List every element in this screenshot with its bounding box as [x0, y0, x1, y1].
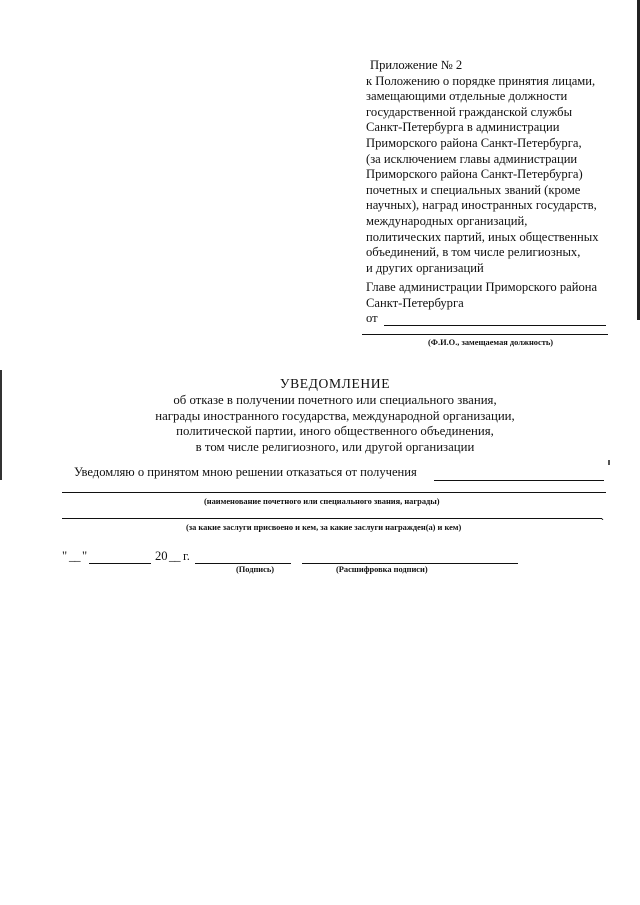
merit-caption: (за какие заслуги присвоено и кем, за какие заслуги награжден(а) и кем) [186, 523, 462, 532]
date-year-field[interactable]: __ [169, 549, 180, 563]
merit-field[interactable] [62, 518, 602, 519]
scan-artifact [608, 460, 610, 465]
appendix-line: (за исключением главы администрации [366, 151, 578, 166]
end-mark: . [601, 509, 604, 523]
date-year-suffix: г. [183, 549, 190, 563]
from-field[interactable] [384, 325, 606, 326]
appendix-line: объединений, в том числе религиозных, [366, 245, 581, 260]
decryption-caption: (Расшифровка подписи) [336, 565, 428, 574]
appendix-line: политических партий, иных общественных [366, 229, 599, 244]
award-field[interactable] [62, 492, 606, 493]
appendix-line: к Положению о порядке принятия лицами, [366, 73, 596, 88]
signature-caption: (Подпись) [236, 565, 275, 574]
notice-heading: УВЕДОМЛЕНИЕ [279, 376, 391, 391]
declaration-text: Уведомляю о принятом мною решении отказаться от получения [74, 465, 417, 479]
appendix-line: государственной гражданской службы [366, 104, 573, 119]
date-day-field[interactable]: __ [69, 549, 80, 563]
appendix-line: Санкт-Петербурга в администрации [366, 120, 560, 135]
notice-subtitle-line: политической партии, иного общественного объединения, [176, 424, 494, 439]
addressee-block [366, 280, 622, 329]
appendix-block [366, 58, 622, 276]
date-month-field[interactable] [89, 563, 151, 564]
signature-field[interactable] [195, 563, 291, 564]
addressee-line-1: Главе администрации Приморского района [366, 280, 598, 294]
appendix-line: замещающими отдельные должности [366, 89, 568, 104]
appendix-title: Приложение № 2 [370, 58, 463, 72]
appendix-line: научных), наград иностранных государств, [366, 198, 597, 213]
fio-caption: (Ф.И.О., замещаемая должность) [428, 338, 554, 347]
date-year-prefix: 20 [155, 549, 168, 563]
notice-subtitle-line: награды иностранного государства, международной организации, [155, 408, 515, 423]
appendix-line: почетных и специальных званий (кроме [366, 182, 581, 197]
appendix-line: Приморского района Санкт-Петербурга) [366, 167, 583, 182]
from-label: от [366, 311, 378, 326]
appendix-line: международных организаций, [366, 213, 528, 228]
date-close-quote: " [82, 549, 88, 563]
award-caption: (наименование почетного или специального звания, награды) [204, 497, 440, 506]
from-row [366, 311, 622, 329]
award-field-inline[interactable] [434, 480, 604, 481]
fio-field[interactable] [362, 334, 608, 335]
notice-block [0, 376, 640, 456]
addressee-line-2: Санкт-Петербурга [366, 295, 464, 310]
signature-decryption-field[interactable] [302, 563, 518, 564]
notice-subtitle-line: об отказе в получении почетного или специального звания, [173, 392, 497, 407]
notice-subtitle-line: в том числе религиозного, или другой организации [195, 440, 475, 455]
date-open-quote: " [62, 549, 68, 563]
appendix-line: Приморского района Санкт-Петербурга, [366, 135, 582, 150]
appendix-line: и других организаций [366, 260, 484, 275]
